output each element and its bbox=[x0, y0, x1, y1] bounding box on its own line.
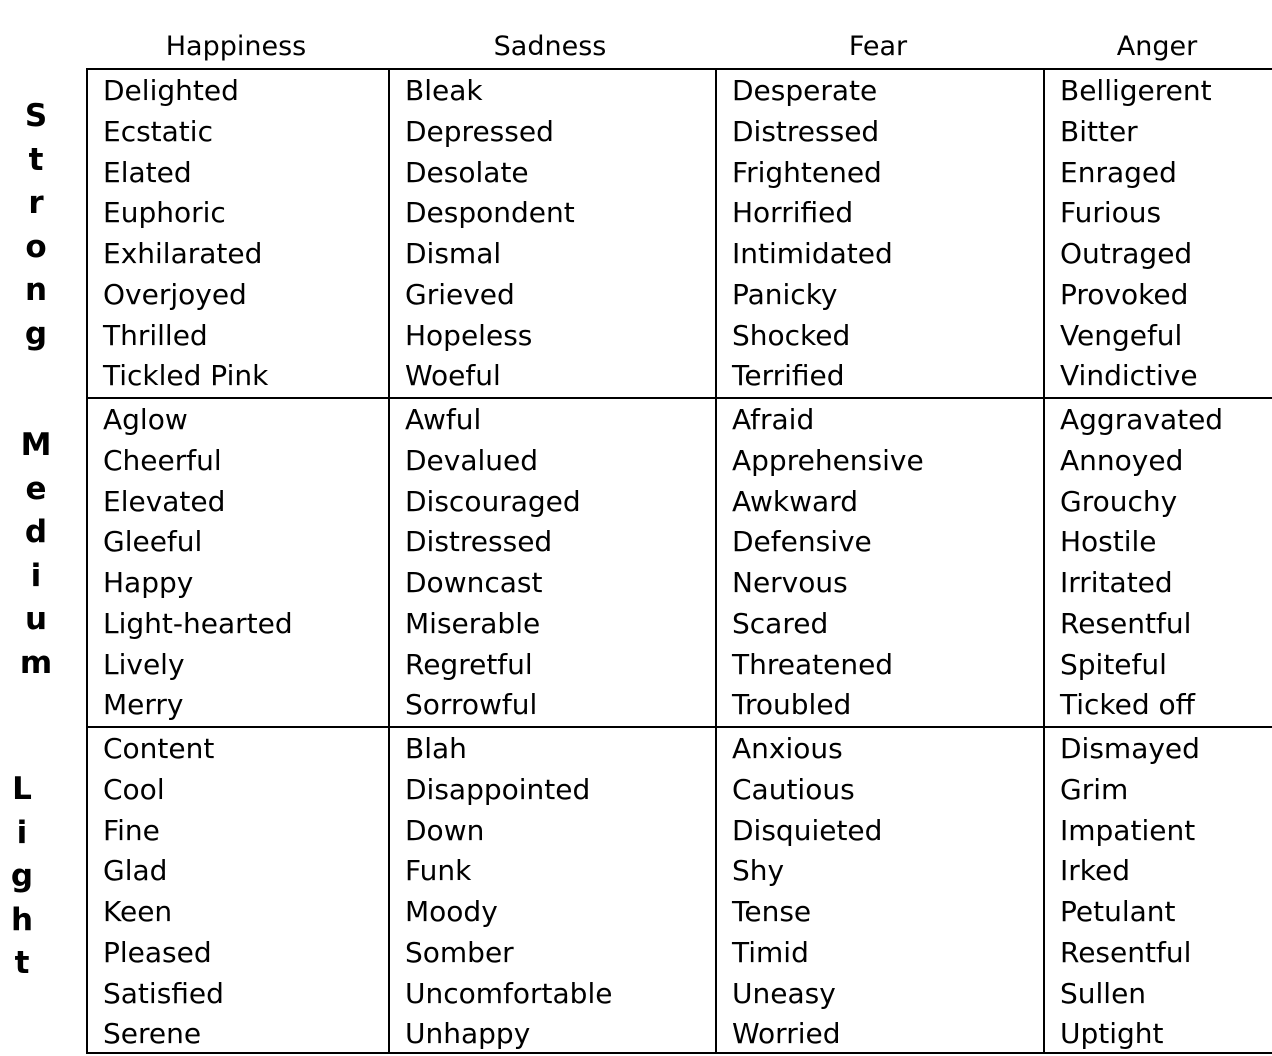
emotion-word: Euphoric bbox=[103, 196, 226, 230]
cell-light-happiness bbox=[103, 729, 383, 1055]
emotion-word: Sorrowful bbox=[405, 688, 538, 722]
emotion-word: Aglow bbox=[103, 403, 188, 436]
emotion-word: Provoked bbox=[1060, 277, 1189, 311]
emotion-word: Outraged bbox=[1060, 237, 1193, 270]
side-label-light bbox=[0, 768, 72, 986]
emotion-word: Troubled bbox=[732, 688, 852, 722]
cell-medium-sadness bbox=[405, 400, 710, 726]
header-anger: Anger bbox=[1116, 31, 1198, 62]
emotion-word: Defensive bbox=[732, 525, 872, 559]
emotion-word: Apprehensive bbox=[732, 443, 924, 477]
side-label-letter: i bbox=[16, 814, 28, 851]
emotion-word: Moody bbox=[405, 895, 498, 928]
emotion-word: Devalued bbox=[405, 443, 539, 477]
emotion-word: Thrilled bbox=[103, 318, 208, 352]
side-label-letter: r bbox=[28, 185, 44, 221]
side-label-letter: m bbox=[19, 644, 53, 681]
side-label-letter: h bbox=[10, 901, 34, 938]
emotion-word: Timid bbox=[732, 935, 809, 969]
header-happiness: Happiness bbox=[165, 31, 307, 62]
emotion-word: Elevated bbox=[103, 484, 226, 518]
row-divider bbox=[88, 397, 1272, 399]
emotion-word: Funk bbox=[405, 854, 472, 888]
emotion-word: Happy bbox=[103, 566, 194, 599]
emotion-word: Unhappy bbox=[405, 1017, 531, 1051]
emotion-word: Depressed bbox=[405, 114, 554, 148]
emotion-word: Merry bbox=[103, 688, 184, 722]
emotion-word: Hopeless bbox=[405, 318, 533, 352]
emotion-word: Desolate bbox=[405, 155, 529, 189]
emotion-word: Uptight bbox=[1060, 1017, 1164, 1051]
emotion-word: Terrified bbox=[732, 359, 845, 393]
emotion-word: Awkward bbox=[732, 484, 858, 518]
column-divider bbox=[715, 70, 717, 1052]
emotion-word: Horrified bbox=[732, 196, 854, 230]
cell-strong-happiness bbox=[103, 71, 383, 397]
emotion-word: Fine bbox=[103, 813, 160, 847]
emotion-word: Discouraged bbox=[405, 484, 581, 518]
emotion-word: Serene bbox=[103, 1017, 202, 1051]
side-label-letter: i bbox=[30, 557, 42, 594]
emotion-word: Annoyed bbox=[1060, 443, 1184, 477]
emotion-word: Gleeful bbox=[103, 525, 203, 559]
emotion-word: Shy bbox=[732, 854, 785, 888]
side-label-letter: u bbox=[24, 601, 48, 637]
side-label-letter: S bbox=[24, 98, 48, 134]
emotion-word: Uncomfortable bbox=[405, 976, 613, 1010]
emotion-word: Cheerful bbox=[103, 443, 222, 477]
emotion-word: Lively bbox=[103, 647, 185, 681]
emotion-word: Bitter bbox=[1060, 114, 1138, 148]
side-label-letter: g bbox=[10, 858, 34, 894]
emotion-word: Irritated bbox=[1060, 566, 1173, 599]
emotion-word: Belligerent bbox=[1060, 74, 1212, 107]
emotion-word: Disappointed bbox=[405, 772, 591, 806]
emotion-word: Tense bbox=[732, 895, 812, 928]
emotion-word: Afraid bbox=[732, 403, 815, 436]
emotion-word: Ecstatic bbox=[103, 114, 213, 148]
emotion-word: Threatened bbox=[732, 647, 894, 681]
emotion-word: Exhilarated bbox=[103, 237, 263, 270]
cell-light-fear bbox=[732, 729, 1037, 1055]
emotion-word: Cool bbox=[103, 772, 165, 806]
emotion-word: Keen bbox=[103, 895, 173, 928]
emotion-word: Scared bbox=[732, 606, 829, 640]
emotion-word: Resentful bbox=[1060, 606, 1192, 640]
row-divider bbox=[88, 726, 1272, 728]
emotion-word: Miserable bbox=[405, 606, 541, 640]
emotion-word: Dismal bbox=[405, 237, 502, 270]
emotion-word: Intimidated bbox=[732, 237, 893, 270]
column-divider bbox=[1043, 70, 1045, 1052]
emotion-word: Grouchy bbox=[1060, 484, 1178, 518]
cell-light-anger bbox=[1060, 729, 1272, 1055]
side-label-letter: g bbox=[24, 315, 48, 352]
side-label-letter: n bbox=[24, 272, 48, 308]
cell-light-sadness bbox=[405, 729, 710, 1055]
cell-medium-fear bbox=[732, 400, 1037, 726]
emotion-word: Bleak bbox=[405, 74, 483, 107]
emotion-word: Uneasy bbox=[732, 976, 836, 1010]
emotion-word: Grim bbox=[1060, 772, 1129, 806]
header-fear: Fear bbox=[848, 31, 908, 62]
emotion-word: Elated bbox=[103, 155, 192, 189]
emotion-word: Sullen bbox=[1060, 976, 1147, 1010]
emotion-word: Nervous bbox=[732, 566, 848, 599]
emotion-word: Desperate bbox=[732, 74, 878, 107]
emotion-word: Resentful bbox=[1060, 935, 1192, 969]
emotion-word: Distressed bbox=[405, 525, 553, 559]
emotion-word: Downcast bbox=[405, 566, 543, 599]
emotion-word: Worried bbox=[732, 1017, 841, 1051]
emotion-word: Despondent bbox=[405, 196, 575, 230]
side-label-letter: e bbox=[25, 470, 47, 507]
emotion-word: Grieved bbox=[405, 277, 515, 311]
emotion-word: Light-hearted bbox=[103, 606, 293, 640]
emotion-word: Awful bbox=[405, 403, 482, 436]
emotion-word: Aggravated bbox=[1060, 403, 1224, 436]
emotion-word: Disquieted bbox=[732, 813, 883, 847]
emotion-word: Furious bbox=[1060, 196, 1162, 230]
emotion-word: Impatient bbox=[1060, 813, 1196, 847]
cell-medium-anger bbox=[1060, 400, 1272, 726]
emotion-word: Somber bbox=[405, 935, 514, 969]
emotion-word: Regretful bbox=[405, 647, 533, 681]
side-label-letter: L bbox=[12, 771, 32, 807]
cell-strong-fear bbox=[732, 71, 1037, 397]
emotion-word: Satisfied bbox=[103, 976, 224, 1010]
side-label-letter: M bbox=[20, 427, 52, 463]
side-label-strong bbox=[0, 95, 72, 356]
emotion-word: Cautious bbox=[732, 772, 855, 806]
emotion-word: Shocked bbox=[732, 318, 851, 352]
emotion-word: Down bbox=[405, 813, 485, 847]
emotion-word: Dismayed bbox=[1060, 732, 1200, 765]
emotion-word: Glad bbox=[103, 854, 168, 888]
emotion-word: Petulant bbox=[1060, 895, 1176, 928]
emotion-word: Ticked off bbox=[1060, 688, 1195, 722]
emotion-word: Distressed bbox=[732, 114, 880, 148]
side-label-letter: t bbox=[28, 141, 44, 178]
column-headers bbox=[86, 28, 1272, 66]
header-sadness: Sadness bbox=[493, 31, 607, 62]
emotion-word: Irked bbox=[1060, 854, 1130, 888]
cell-medium-happiness bbox=[103, 400, 383, 726]
emotion-word: Pleased bbox=[103, 935, 212, 969]
emotion-word: Spiteful bbox=[1060, 647, 1167, 681]
column-divider bbox=[388, 70, 390, 1052]
cell-strong-sadness bbox=[405, 71, 710, 397]
emotion-word: Content bbox=[103, 732, 215, 765]
emotion-word: Blah bbox=[405, 732, 467, 765]
emotion-word: Panicky bbox=[732, 277, 838, 311]
emotion-table bbox=[86, 68, 1272, 1054]
emotion-word: Tickled Pink bbox=[103, 359, 269, 393]
emotion-word: Frightened bbox=[732, 155, 882, 189]
cell-strong-anger bbox=[1060, 71, 1272, 397]
emotion-word: Overjoyed bbox=[103, 277, 247, 311]
side-label-letter: d bbox=[24, 514, 48, 550]
emotion-word: Woeful bbox=[405, 359, 501, 393]
side-label-medium bbox=[0, 424, 72, 685]
emotion-word: Hostile bbox=[1060, 525, 1157, 559]
emotion-word: Enraged bbox=[1060, 155, 1177, 189]
emotion-word: Delighted bbox=[103, 74, 239, 107]
side-label-letter: o bbox=[25, 228, 47, 265]
emotion-word: Anxious bbox=[732, 732, 843, 765]
emotion-word: Vindictive bbox=[1060, 359, 1198, 393]
emotion-word: Vengeful bbox=[1060, 318, 1183, 352]
side-label-letter: t bbox=[14, 945, 30, 981]
